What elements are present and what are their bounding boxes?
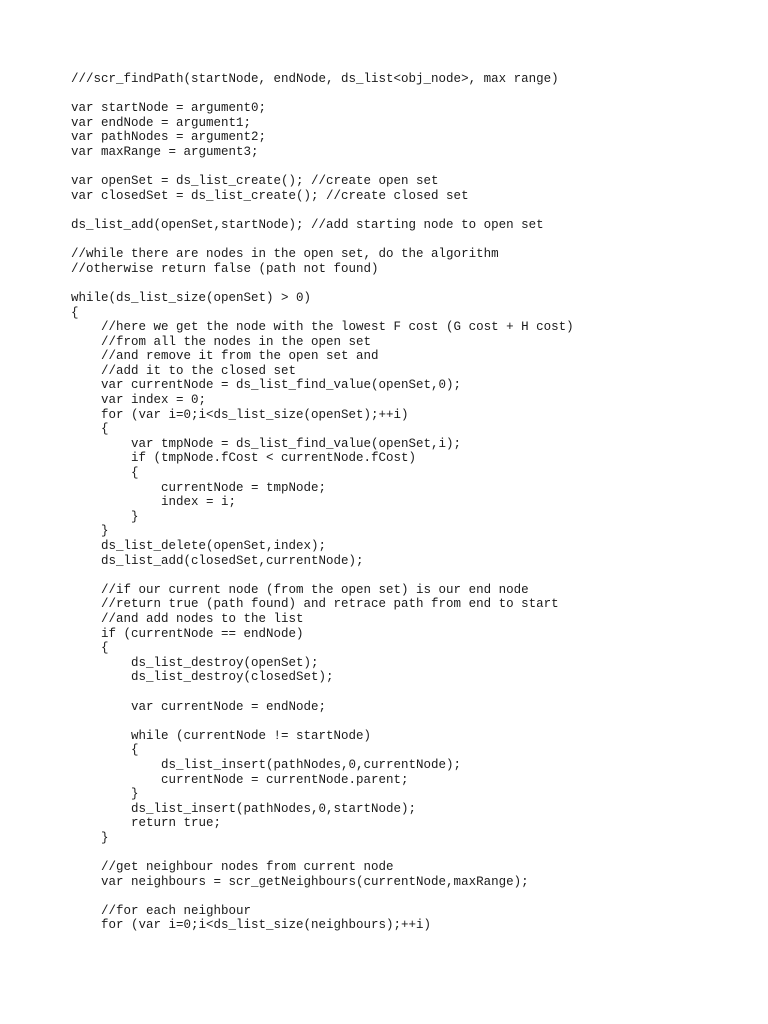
code-line: //while there are nodes in the open set, do the algorithm	[71, 247, 499, 262]
code-line: ds_list_destroy(closedSet);	[71, 670, 334, 685]
code-line: {	[71, 743, 139, 758]
code-line: {	[71, 466, 139, 481]
code-line: ///scr_findPath(startNode, endNode, ds_list<obj_node>, max range)	[71, 72, 559, 86]
code-line: for (var i=0;i<ds_list_size(openSet);++i)	[71, 407, 409, 422]
code-line: {	[71, 641, 109, 656]
code-line: currentNode = tmpNode;	[71, 480, 327, 495]
code-line: //otherwise return false (path not found)	[71, 261, 379, 276]
code-line: var tmpNode = ds_list_find_value(openSet,i);	[71, 436, 462, 451]
code-line: //if our current node (from the open set) is our end node	[71, 582, 529, 597]
code-line: var maxRange = argument3;	[71, 144, 259, 159]
code-line: //get neighbour nodes from current node	[71, 860, 394, 875]
code-line: //and add nodes to the list	[71, 611, 304, 626]
code-line: ds_list_destroy(openSet);	[71, 655, 319, 670]
code-line: currentNode = currentNode.parent;	[71, 772, 409, 787]
code-line: var index = 0;	[71, 393, 207, 408]
code-line: //here we get the node with the lowest F cost (G cost + H cost)	[71, 320, 574, 335]
code-line: var neighbours = scr_getNeighbours(currentNode,maxRange);	[71, 874, 529, 889]
code-line: if (tmpNode.fCost < currentNode.fCost)	[71, 451, 417, 466]
code-line: //and remove it from the open set and	[71, 349, 379, 364]
code-line	[71, 845, 574, 860]
code-block	[71, 72, 574, 933]
code-line: var endNode = argument1;	[71, 115, 252, 130]
code-line: ds_list_delete(openSet,index);	[71, 539, 327, 553]
code-line: for (var i=0;i<ds_list_size(neighbours);++i)	[71, 918, 432, 933]
code-line: index = i;	[71, 495, 237, 510]
code-line: ds_list_add(openSet,startNode); //add starting node to open set	[71, 217, 544, 232]
code-line: //return true (path found) and retrace path from end to start	[71, 597, 559, 612]
code-line: ds_list_insert(pathNodes,0,currentNode);	[71, 757, 462, 772]
code-line	[71, 714, 574, 729]
code-line: var currentNode = endNode;	[71, 699, 327, 714]
code-line: var openSet = ds_list_create(); //create open set	[71, 174, 439, 189]
code-line	[71, 203, 574, 218]
code-line: var pathNodes = argument2;	[71, 130, 267, 145]
code-line: {	[71, 422, 109, 437]
code-line: }	[71, 787, 139, 802]
code-line: while(ds_list_size(openSet) > 0)	[71, 290, 312, 305]
code-line: var currentNode = ds_list_find_value(openSet,0);	[71, 378, 462, 393]
code-line: //add it to the closed set	[71, 363, 297, 378]
code-line: }	[71, 509, 139, 524]
code-line: ds_list_insert(pathNodes,0,startNode);	[71, 801, 417, 816]
code-line	[71, 276, 574, 291]
code-line	[71, 889, 574, 904]
code-line: var startNode = argument0;	[71, 101, 267, 116]
code-line: while (currentNode != startNode)	[71, 728, 372, 743]
code-line: }	[71, 524, 109, 539]
code-line	[71, 87, 574, 102]
code-line: //for each neighbour	[71, 903, 252, 918]
code-line: if (currentNode == endNode)	[71, 626, 304, 641]
code-line	[71, 233, 574, 248]
code-line	[71, 568, 574, 583]
code-line: return true;	[71, 816, 222, 831]
code-line	[71, 685, 574, 700]
code-line	[71, 160, 574, 175]
code-line: }	[71, 830, 109, 845]
code-line: {	[71, 305, 79, 320]
code-line: //from all the nodes in the open set	[71, 334, 372, 349]
code-line: ds_list_add(closedSet,currentNode);	[71, 553, 364, 568]
code-line: var closedSet = ds_list_create(); //create closed set	[71, 188, 469, 203]
